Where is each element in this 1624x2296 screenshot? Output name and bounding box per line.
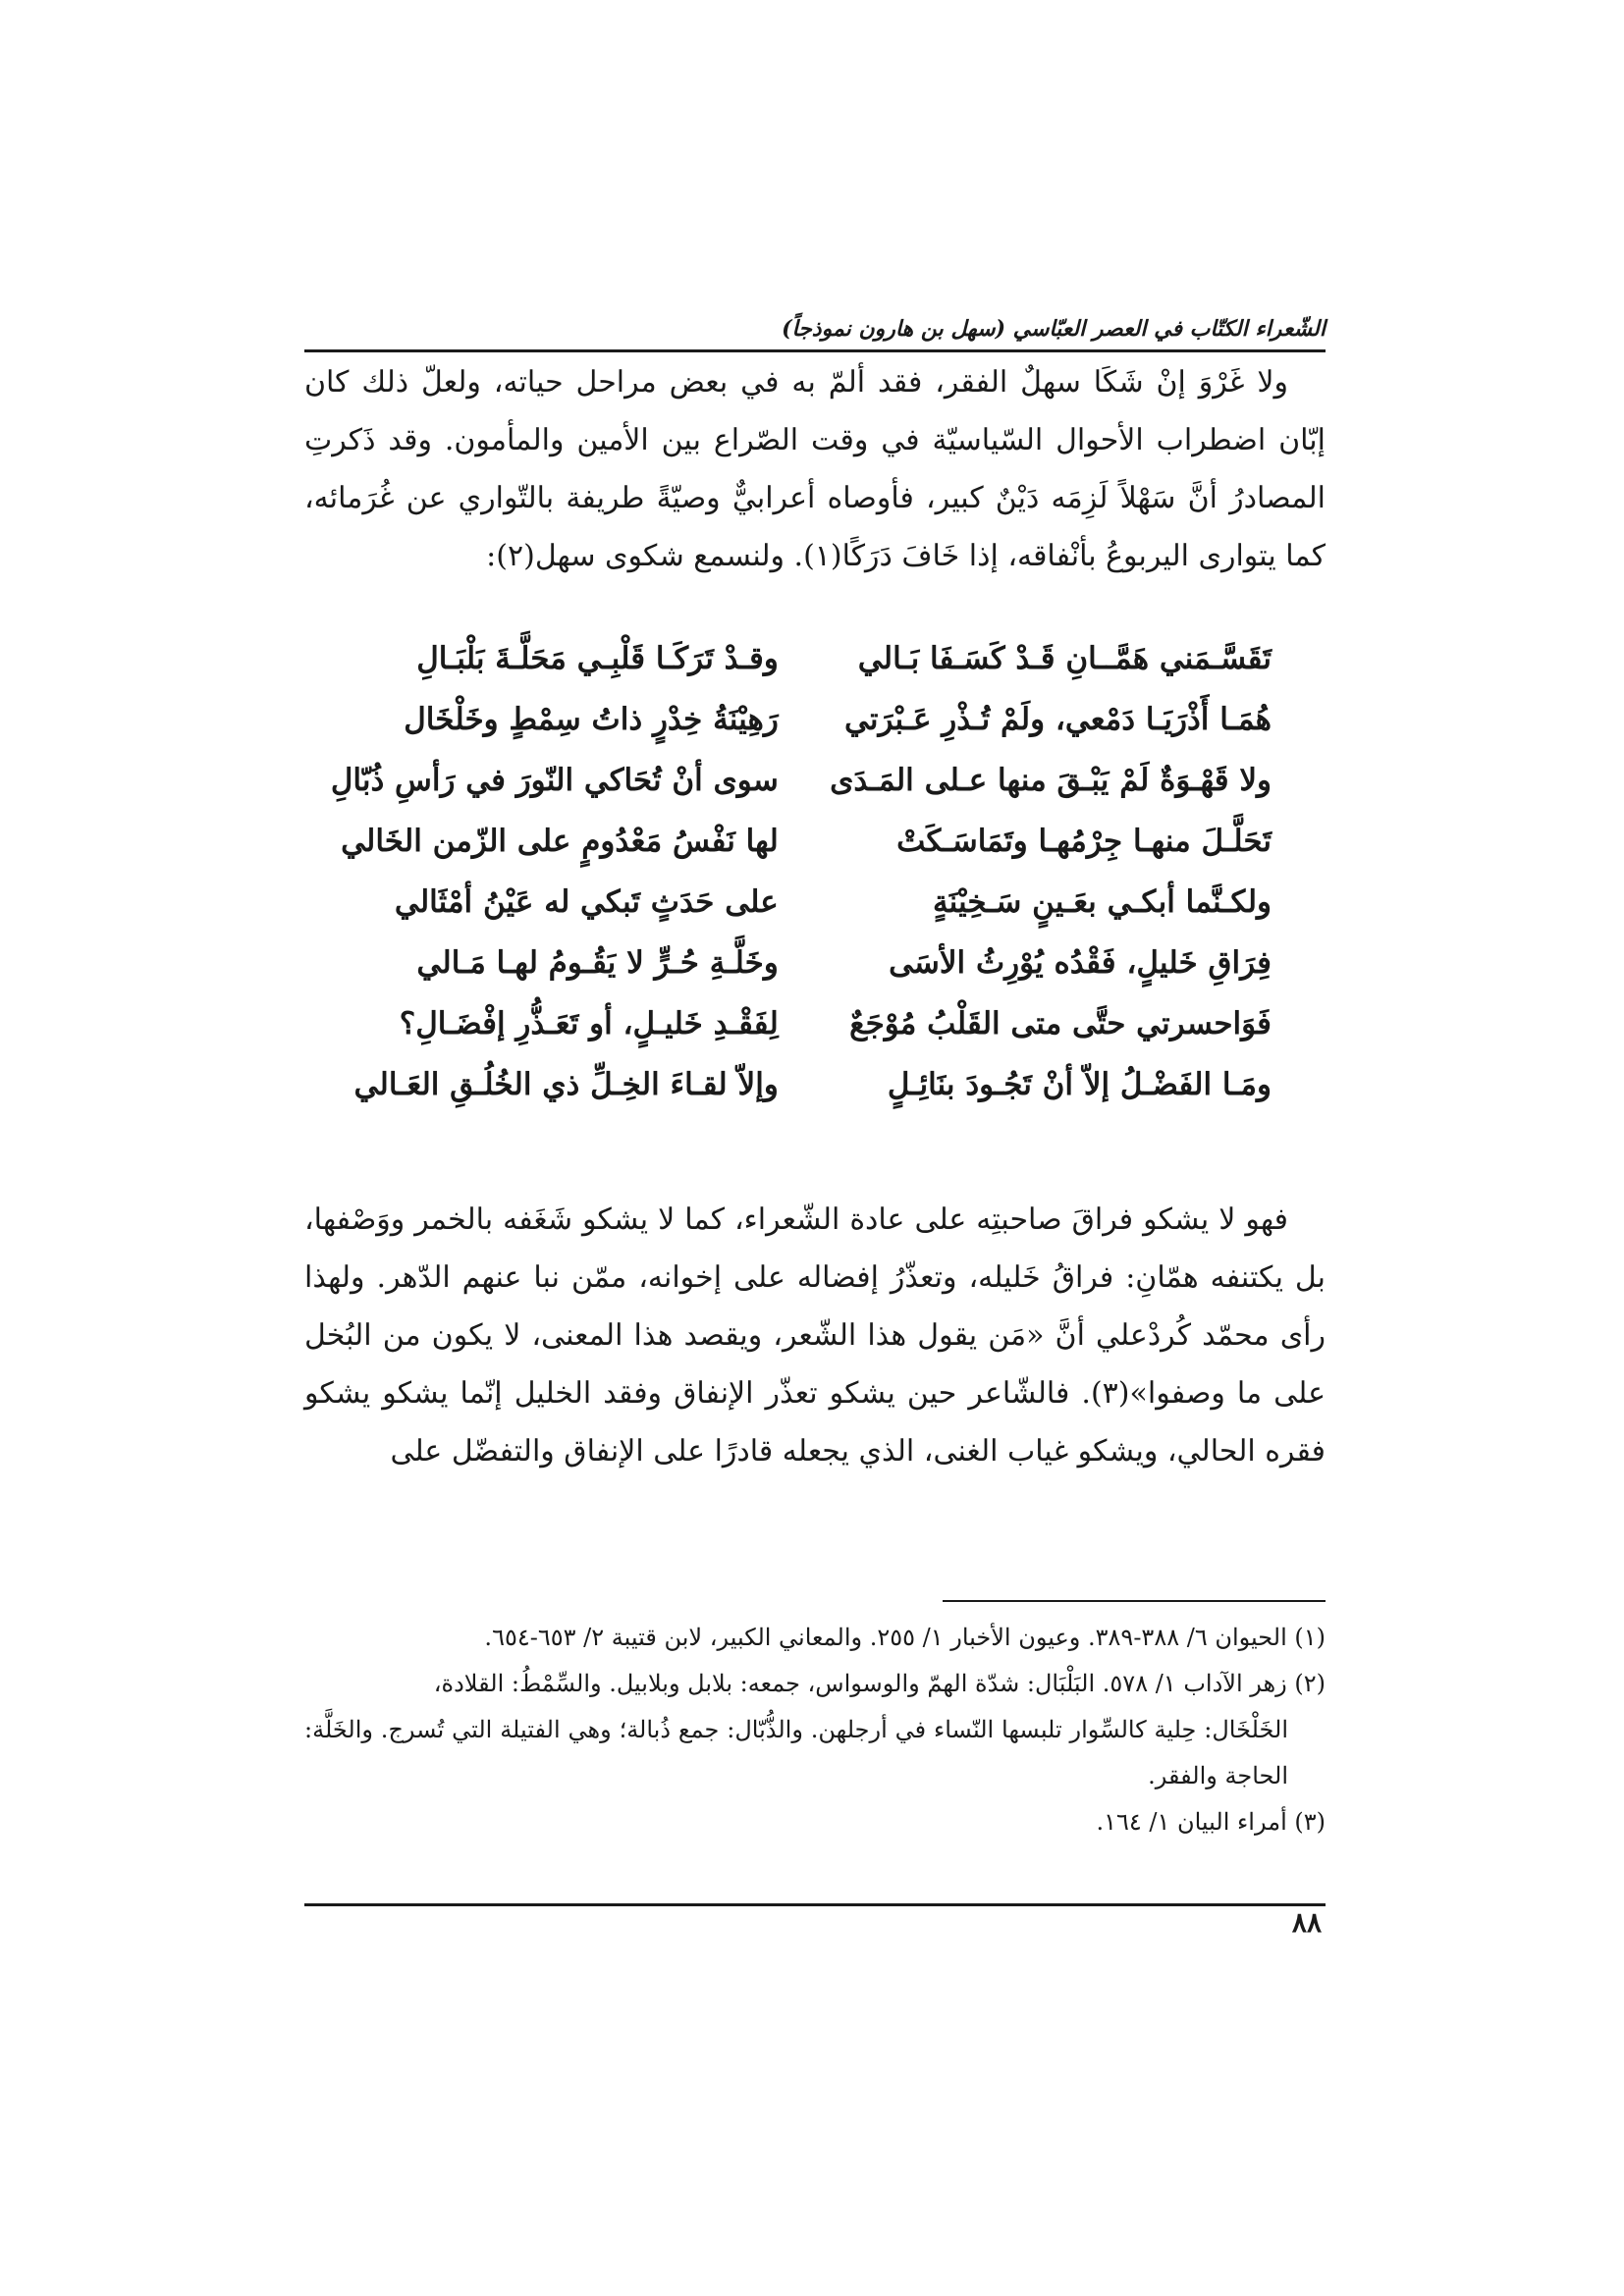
- verse-first-hemistich: ولا قَهْـوَةٌ لَمْ يَبْـقَ منها عـلى المَـدَى: [830, 763, 1272, 798]
- footnote-2: (٢) زهر الآداب ١/ ٥٧٨. البَلْبَال: شدّة الهمّ والوسواس، جمعه: بلابل وبلابيل. والسِّمْطُ: القلادة،: [433, 1670, 1326, 1697]
- verse-first-hemistich: فِرَاقِ خَليلٍ، فَقْدُه يُوْرِثُ الأسَى: [889, 945, 1272, 981]
- verse-second-hemistich: وقـدْ تَرَكَـا قَلْبِـي مَحَلَّـةَ بَلْبَـالِ: [416, 641, 779, 676]
- footnote-3: (٣) أمراء البيان ١/ ١٦٤.: [1096, 1808, 1326, 1836]
- footnotes: [304, 1615, 1326, 1845]
- poem-verse: [358, 628, 1272, 689]
- verse-second-hemistich: وإلاّ لقـاءَ الخِـلِّ ذي الخُلُـقِ العَـالي: [353, 1067, 779, 1102]
- poem-verse: [358, 872, 1272, 933]
- verse-second-hemistich: على حَدَثٍ تَبكي له عَيْنُ أمْثَالي: [394, 884, 779, 920]
- footnote-1: (١) الحيوان ٦/ ٣٨٨-٣٨٩. وعيون الأخبار ١/ ٢٥٥. والمعاني الكبير، لابن قتيبة ٢/ ٦٥٣-٦٥٤.: [484, 1624, 1326, 1651]
- intro-paragraph: ولا غَرْوَ إنْ شَكَا سهلٌ الفقر، فقد ألمّ به في بعض مراحل حياته، ولعلّ ذلك كان إبّان اضطراب الأحوال السّياسيّة في وقت الصّراع بين الأمين والمأمون. وقد ذَكرتِ المصادرُ أنَّ سَهْلاً لَزِمَه دَيْنٌ كبير، فأوصاه أعرابيٌّ وصيّةً طريفة بالتّواري عن غُرَمائه، كما يتوارى اليربوعُ بأنْفاقه، إذا خَافَ دَرَكًا(١). ولنسمع شكوى سهل(٢):: [304, 365, 1326, 573]
- verse-second-hemistich: وخَلَّـةِ حُـرٍّ لا يَقُـومُ لهـا مَـالي: [416, 945, 779, 981]
- commentary-paragraph: فهو لا يشكو فراقَ صاحبتِه على عادة الشّعراء، كما لا يشكو شَغَفه بالخمر ووَصْفها، بل يكتنفه همّانِ: فراقُ خَليله، وتعذّرُ إفضاله على إخوانه، ممّن نبا عنهم الدّهر. ولهذا رأى محمّد كُردْعلي أنَّ «مَن يقول هذا الشّعر، ويقصد هذا المعنى، لا يكون من البُخل على ما وصفوا»(٣). فالشّاعر حين يشكو تعذّر الإنفاق وفقد الخليل إنّما يشكو يشكو فقره الحالي، ويشكو غياب الغنى، الذي يجعله قادرًا على الإنفاق والتفضّل على: [304, 1202, 1326, 1468]
- poem-verse: [358, 933, 1272, 993]
- verse-second-hemistich: سوى أنْ تُحَاكي النّورَ في رَأسِ ذُبّالِ: [330, 763, 779, 798]
- poem-verse: [353, 1054, 1272, 1115]
- verse-first-hemistich: فَوَاحسرتي حتَّى متى القَلْبُ مُوْجَعٌ: [849, 1006, 1272, 1041]
- verse-second-hemistich: لِفَقْـدِ خَليـلٍ، أو تَعَـذُّرِ إفْضَـالِ؟: [399, 1006, 779, 1041]
- verse-first-hemistich: ولكـنَّما أبكـي بعَـينٍ سَـخِيْنَةٍ: [932, 884, 1272, 920]
- verse-second-hemistich: رَهِيْنَةُ خِدْرٍ ذاتُ سِمْطٍ وخَلْخَال: [404, 702, 779, 737]
- verse-first-hemistich: تَقَسَّـمَني هَمَّــانِ قَـدْ كَسَـفَا بَـالي: [857, 641, 1272, 676]
- footnote-2-continuation: الخَلْخَال: حِلية كالسِّوار تلبسها النّساء في أرجلهن. والذُّبّال: جمع ذُبالة؛ وهي الفتيلة التي تُسرج. والخَلَّة: الحاجة والفقر.: [304, 1716, 1288, 1789]
- intro-paragraph-block: [304, 353, 1326, 585]
- poem: [330, 628, 1272, 1115]
- footnote-rule: [943, 1600, 1326, 1602]
- poem-verse: [358, 689, 1272, 750]
- verse-first-hemistich: ومَـا الفَضْـلُ إلاّ أنْ تَجُـودَ بنَائِـلٍ: [887, 1067, 1272, 1102]
- poem-verse: [341, 811, 1272, 872]
- verse-second-hemistich: لها نَفْسُ مَعْدُومٍ على الزّمن الخَالي: [341, 824, 779, 859]
- running-header: الشّعراء الكتّاب في العصر العبّاسي (سهل بن هارون نموذجاً): [782, 316, 1326, 342]
- poem-verse: [330, 750, 1272, 811]
- verse-first-hemistich: هُمَـا أَذْرَيَـا دَمْعي، ولَمْ تُـذْرِ عَـبْرَتي: [843, 702, 1272, 737]
- page-number: ٨٨: [1291, 1906, 1322, 1939]
- commentary-paragraph-block: [304, 1191, 1326, 1480]
- header-rule: [304, 349, 1326, 352]
- book-page: [304, 0, 1326, 2296]
- footer-rule: [304, 1903, 1326, 1906]
- verse-first-hemistich: تَحَلَّـلَ منهـا جِرْمُهـا وتَمَاسَـكَتْ: [896, 824, 1272, 859]
- poem-verse: [358, 993, 1272, 1054]
